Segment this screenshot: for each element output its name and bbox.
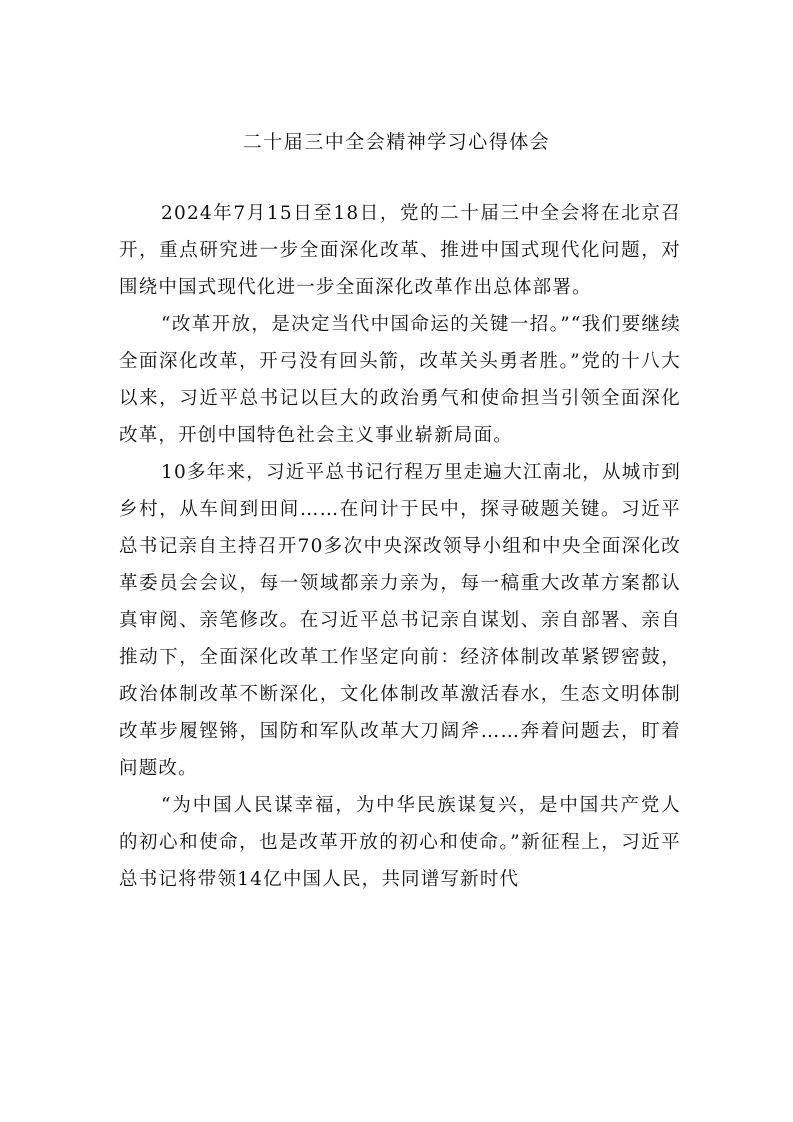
paragraph-3: 10多年来，习近平总书记行程万里走遍大江南北，从城市到乡村，从车间到田间……在问计于民中，探寻破题关键。习近平总书记亲自主持召开70多次中央深改领导小组和中央全面深化改革委员会会议，每一领域都亲力亲为，每一稿重大改革方案都认真审阅、亲笔修改。在习近平总书记亲自谋划、亲自部署、亲自推动下，全面深化改革工作坚定向前：经济体制改革紧锣密鼓，政治体制改革不断深化，文化体制改革激活春水，生态文明体制改革步履铿锵，国防和军队改革大刀阔斧……奔着问题去，盯着问题改。 — [119, 462, 681, 779]
paragraph-1: 2024年7月15日至18日，党的二十届三中全会将在北京召开，重点研究进一步全面深化改革、推进中国式现代化问题，对围绕中国式现代化进一步全面深化改革作出总体部署。 — [119, 203, 681, 298]
paragraph-4: “为中国人民谋幸福，为中华民族谋复兴，是中国共产党人的初心和使命，也是改革开放的初心和使命。”新征程上，习近平总书记将带领14亿中国人民，共同谱写新时代 — [119, 795, 681, 890]
paragraph-2: “改革开放，是决定当代中国命运的关键一招。”“我们要继续全面深化改革，开弓没有回头箭，改革关头勇者胜。”党的十八大以来，习近平总书记以巨大的政治勇气和使命担当引领全面深化改革，开创中国特色社会主义事业崭新局面。 — [119, 314, 681, 446]
document-title: 二十届三中全会精神学习心得体会 — [242, 131, 551, 153]
document-body — [119, 195, 681, 898]
